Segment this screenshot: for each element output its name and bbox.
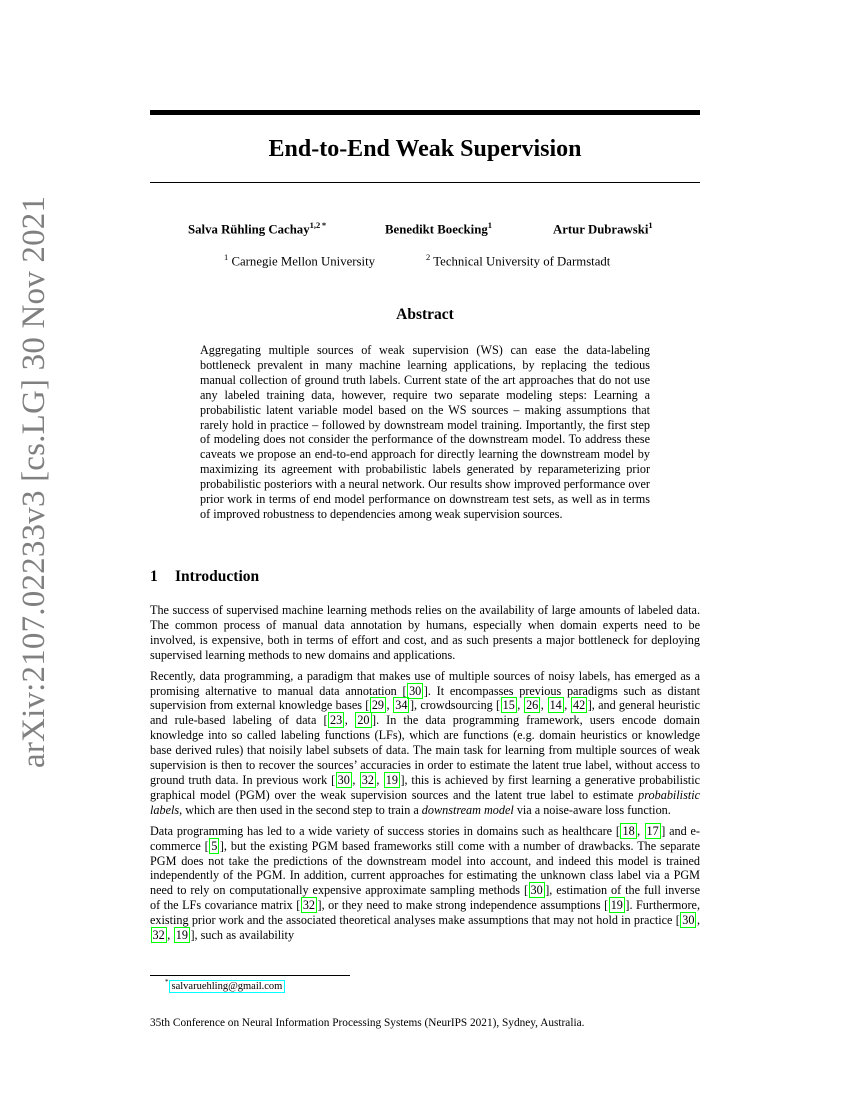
citation-link[interactable]: 32 <box>302 898 315 913</box>
affiliation-1 <box>224 252 375 269</box>
citation-link[interactable]: 18 <box>622 823 635 838</box>
paragraph-2: Recently, data programming, a paradigm that makes use of multiple sources of noisy labels, has emerged as a promising alternative to manual data annotation [ 30 ]. It encompasses previous paradigms such as distant supervision from external knowledge bases [ 29 , 34 ], crowdsourcing [ 15 , 26 , 14 , 42 ], and general heuristic and rule-based labeling of data [ 23 , 20 ]. In the data programming framework, users encode domain knowledge into so called labeling functions (LFs), which are functions (e.g. domain heuristics or knowledge base derived rules) that noisily label subsets of data. The main task for learning from multiple sources of weak supervision is then to recover the sources’ accuracies in order to estimate the latent true label, without access to ground truth data. In previous work [ 30 , 32 , 19 ], this is achieved by first learning a generative probabilistic graphical model (PGM) over the weak supervision sources and the latent true label to estimate probabilistic labels, which are then used in the second step to train a downstream model via a noise-aware loss function. <box>150 668 701 817</box>
citation-link[interactable]: 20 <box>357 713 370 728</box>
citation-link[interactable]: 19 <box>175 928 188 943</box>
footnote-mark: * <box>165 978 169 986</box>
affiliation-mark: 2 <box>426 252 431 262</box>
citation-link[interactable]: 19 <box>610 898 623 913</box>
author-3 <box>553 220 653 237</box>
citation-link[interactable]: 34 <box>395 698 408 713</box>
citation-link[interactable]: 30 <box>682 913 695 928</box>
title-top-rule <box>150 110 700 115</box>
citation-link[interactable]: 15 <box>502 698 515 713</box>
author-affiliation-mark: 1 <box>648 220 653 230</box>
citation-link[interactable]: 30 <box>409 683 422 698</box>
abstract-heading: Abstract <box>396 306 454 323</box>
citation-link[interactable]: 29 <box>371 698 384 713</box>
affiliation-2 <box>426 252 610 269</box>
author-name: Salva Rühling Cachay <box>188 222 310 237</box>
section-heading-introduction <box>150 568 259 586</box>
citation-link[interactable]: 30 <box>530 883 543 898</box>
introduction-body <box>150 603 700 949</box>
author-1 <box>188 220 326 237</box>
citation-link[interactable]: 30 <box>337 772 350 787</box>
author-affiliation-mark: 1 <box>487 220 492 230</box>
footnote <box>165 978 285 992</box>
section-title: Introduction <box>175 568 260 585</box>
author-2 <box>385 220 492 237</box>
email-link[interactable]: salvaruehling@gmail.com <box>169 980 286 993</box>
affiliation-name: Carnegie Mellon University <box>231 254 376 269</box>
affiliation-mark: 1 <box>224 252 229 262</box>
affiliation-name: Technical University of Darmstadt <box>433 254 611 269</box>
citation-link[interactable]: 14 <box>549 698 562 713</box>
section-number: 1 <box>150 568 158 585</box>
footnote-rule <box>150 975 350 976</box>
emphasis-downstream-model: downstream model <box>421 802 514 817</box>
title-bottom-rule <box>150 182 700 183</box>
arxiv-identifier-stamp: arXiv:2107.02233v3 [cs.LG] 30 Nov 2021 <box>16 195 52 768</box>
paragraph-1: The success of supervised machine learning methods relies on the availability of large amounts of labeled data. The common process of manual data annotation by humans, especially when domain experts need to be involved, is expensive, both in terms of effort and cost, and as such presents a major bottleneck for deploying supervised learning methods to new domains and applications. <box>150 603 700 662</box>
author-affiliation-mark: 1,2 * <box>309 220 327 230</box>
citation-link[interactable]: 32 <box>152 928 165 943</box>
citation-link[interactable]: 19 <box>385 772 398 787</box>
paragraph-3: Data programming has led to a wide variety of success stories in domains such as healthcare [ 18 , 17 ] and e-commerce [ 5 ], but the existing PGM based frameworks still come with a number of drawbacks. The separate PGM does not take the predictions of the downstream model into account, and indeed this model is trained independently of the PGM. In addition, current approaches for estimating the unknown class label via a PGM need to rely on computationally expensive approximate sampling methods [ 30 ], estimation of the full inverse of the LFs covariance matrix [ 32 ], or they need to make strong independence assumptions [ 19 ]. Furthermore, existing prior work and the associated theoretical analyses make assumptions that may not hold in practice [ 30 , 32 , 19 ], such as availability <box>150 823 701 943</box>
citation-link[interactable]: 32 <box>361 772 374 787</box>
paper-title: End-to-End Weak Supervision <box>268 136 582 162</box>
citation-link[interactable]: 23 <box>330 713 343 728</box>
abstract-text: Aggregating multiple sources of weak supervision (WS) can ease the data-labeling bottleneck prevalent in many machine learning applications, by replacing the tedious manual collection of ground truth labels. Current state of the art approaches that do not use any labeled training data, however, require two separate modeling steps: Learning a probabilistic latent variable model based on the WS sources – making assumptions that rarely hold in practice – followed by downstream model training. Importantly, the first step of modeling does not consider the performance of the downstream model. To address these caveats we propose an end-to-end approach for directly learning the downstream model by maximizing its agreement with probabilistic labels generated by reparameterizing prior probabilistic posteriors with a neural network. Our results show improved performance over prior work in terms of end model performance on downstream test sets, as well as in terms of improved robustness to dependencies among weak supervision sources. <box>200 343 650 521</box>
citation-link[interactable]: 17 <box>646 823 659 838</box>
citation-link[interactable]: 5 <box>211 838 218 853</box>
emphasis-probabilistic-labels: probabilistic labels <box>150 787 700 817</box>
author-name: Artur Dubrawski <box>553 222 649 237</box>
citation-link[interactable]: 42 <box>573 698 586 713</box>
citation-link[interactable]: 26 <box>526 698 539 713</box>
conference-footer: 35th Conference on Neural Information Processing Systems (NeurIPS 2021), Sydney, Australia. <box>150 1017 585 1029</box>
author-name: Benedikt Boecking <box>385 222 488 237</box>
